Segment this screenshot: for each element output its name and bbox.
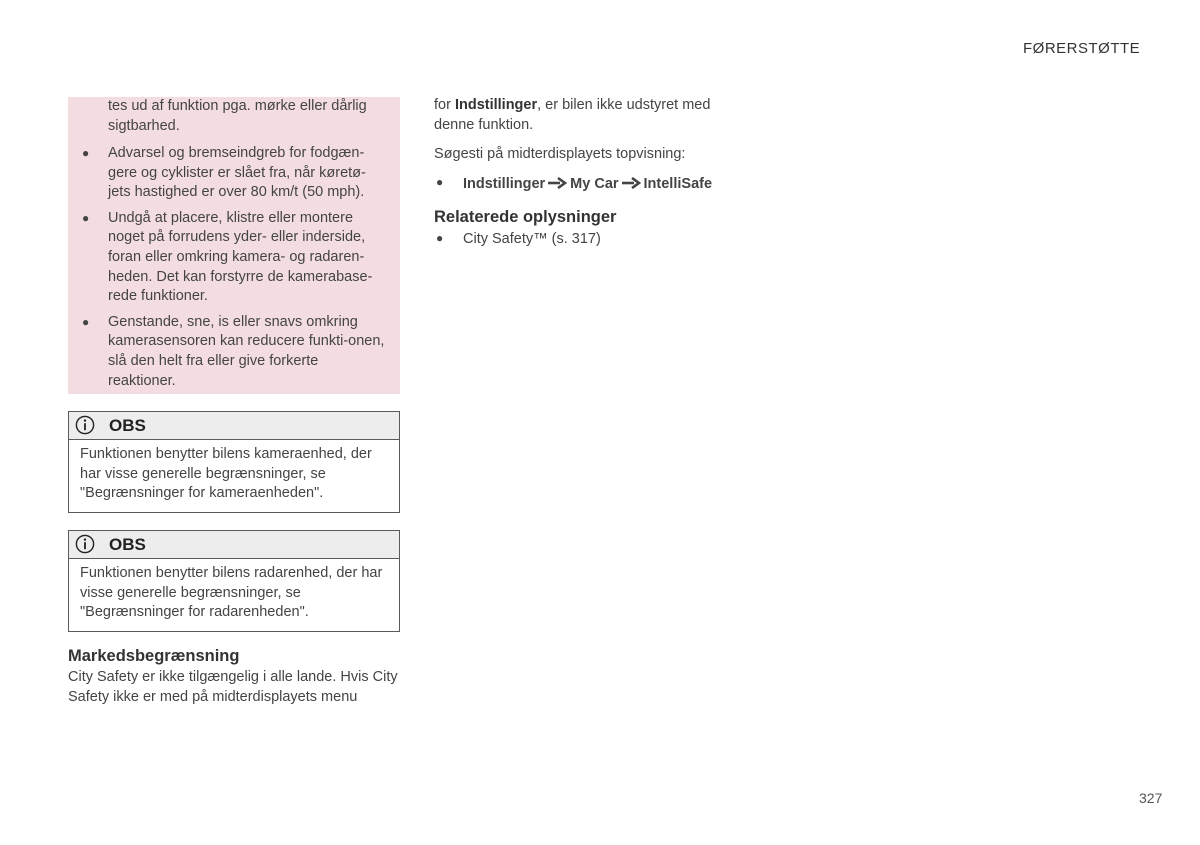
warning-box [68, 97, 400, 394]
path-item-settings: Indstillinger [463, 176, 546, 192]
warning-bullet-text: Undgå at placere, klistre eller montere noget på forrudens yder- eller inderside, foran eller omkring kamera- og radaren-heden. Det kan forstyrre de kamerabase-rede funktioner. [108, 209, 373, 305]
list-item [68, 313, 400, 391]
obs-box-radar [68, 530, 400, 632]
related-heading: Relaterede oplysninger [434, 208, 617, 226]
list-item [68, 209, 400, 307]
market-text: City Safety er ikke tilgængelig i alle lande. Hvis City Safety ikke er med på midterdisplayets menu [68, 669, 398, 705]
obs-title: OBS [109, 535, 146, 554]
bullet-icon: ● [82, 210, 90, 225]
arrow-right-icon [547, 177, 567, 189]
info-circle-icon [75, 415, 95, 435]
warning-list [68, 144, 400, 397]
menu-path [463, 175, 712, 195]
path-item-my-car: My Car [570, 176, 619, 192]
market-heading: Markedsbegrænsning [68, 647, 240, 665]
list-item [68, 144, 400, 203]
obs-text: Funktionen benytter bilens kameraenhed, der har visse generelle begrænsninger, se "Begrænsninger for kameraenheden". [80, 446, 372, 502]
obs-header [69, 531, 399, 559]
info-circle-icon [75, 534, 95, 554]
continued-suffix: , er bilen ikke udstyret med denne funktion. [434, 97, 711, 133]
bullet-icon: ● [436, 175, 444, 189]
obs-title: OBS [109, 416, 146, 435]
search-path-label: Søgesti på midterdisplayets topvisning: [434, 146, 686, 162]
path-item-intellisafe: IntelliSafe [643, 176, 713, 192]
obs-text: Funktionen benytter bilens radarenhed, der har visse generelle begrænsninger, se "Begrænsninger for radarenheden". [80, 565, 383, 621]
continued-prefix: for [434, 97, 455, 113]
page-number: 327 [1139, 790, 1163, 806]
continued-paragraph [434, 96, 744, 135]
obs-header [69, 412, 399, 440]
warning-bullet-text: Advarsel og bremseindgreb for fodgæn-gere og cyklister er slået fra, når køretø-jets hastighed er over 80 km/t (50 mph). [108, 145, 366, 201]
settings-term: Indstillinger [454, 97, 538, 113]
bullet-icon: ● [82, 146, 90, 160]
bullet-icon: ● [82, 314, 90, 329]
warning-continued-text: tes ud af funktion pga. mørke eller dårlig sigtbarhed. [108, 98, 367, 134]
bullet-icon: ● [436, 231, 444, 245]
page-header-section: FØRERSTØTTE [1023, 40, 1141, 57]
related-link-text[interactable]: City Safety™ (s. 317) [463, 231, 601, 247]
arrow-right-icon [621, 177, 641, 189]
warning-bullet-text: Genstande, sne, is eller snavs omkring kamerasensoren kan reducere funkti-onen, slå den helt fra eller give forkerte reaktioner. [108, 313, 385, 389]
obs-box-camera [68, 411, 400, 513]
